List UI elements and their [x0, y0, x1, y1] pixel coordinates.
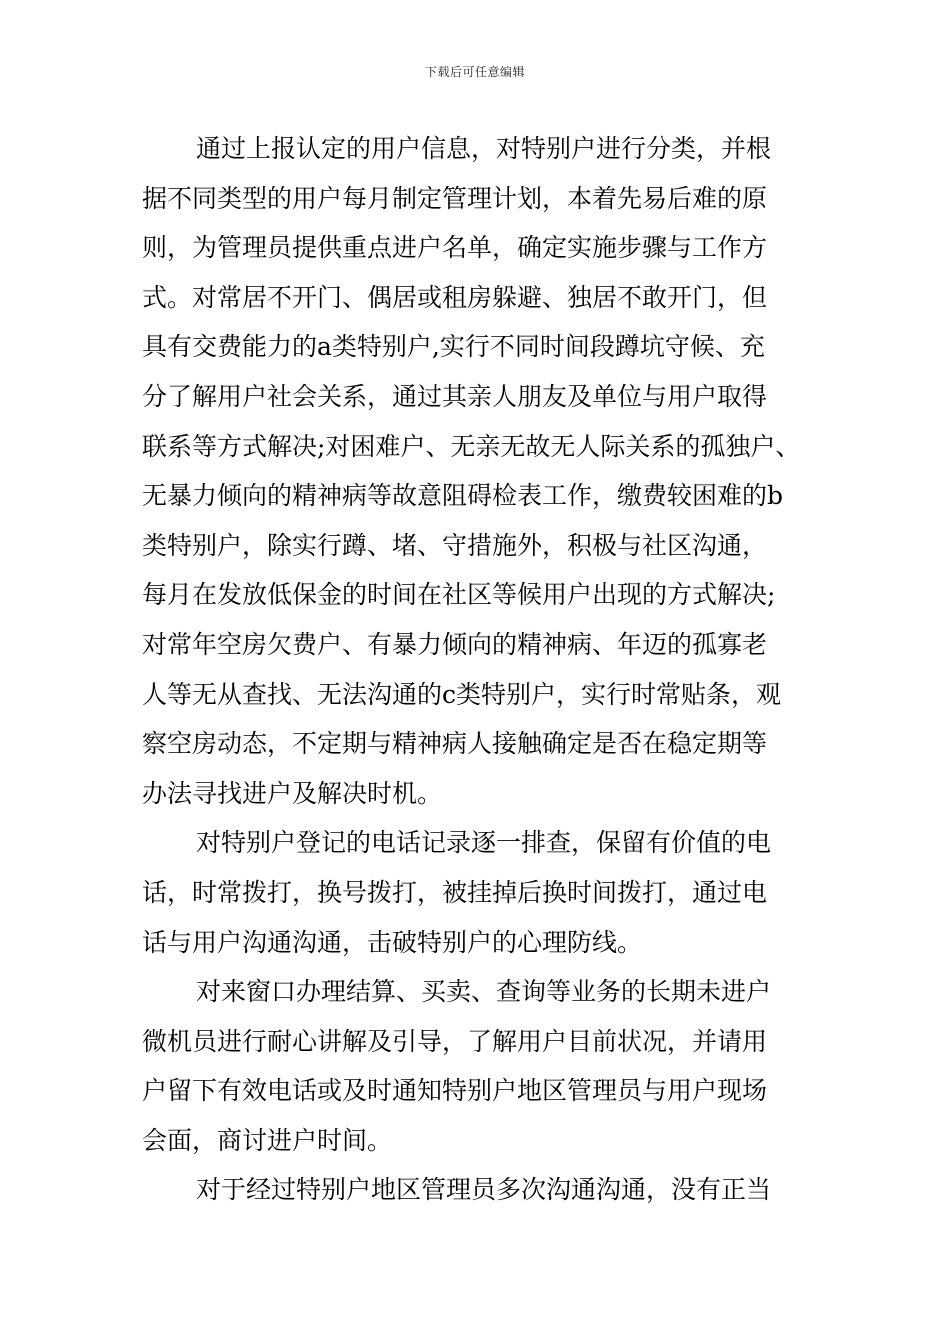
paragraph-1-line-5: 具有交费能力的a类特别户,实行不同时间段蹲坑守候、充	[142, 332, 765, 362]
paragraph-4-line-1: 对于经过特别户地区管理员多次沟通沟通，没有正当	[196, 1175, 772, 1205]
paragraph-1-line-11: 对常年空房欠费户、有暴力倾向的精神病、年迈的孤寡老	[142, 629, 768, 659]
paragraph-2-line-2: 话，时常拨打，换号拨打，被挂掉后换时间拨打，通过电	[142, 877, 768, 907]
paragraph-1-line-9: 类特别户，除实行蹲、堵、守措施外，积极与社区沟通，	[142, 530, 768, 560]
paragraph-1-line-1: 通过上报认定的用户信息，对特别户进行分类，并根	[196, 134, 772, 163]
paragraph-1-line-14: 办法寻找进户及解决时机。	[142, 778, 443, 808]
paragraph-1-line-8: 无暴力倾向的精神病等故意阻碍检表工作，缴费较困难的b	[142, 481, 784, 511]
paragraph-1-line-3: 则，为管理员提供重点进户名单，确定实施步骤与工作方	[142, 233, 768, 263]
paragraph-1-line-7: 联系等方式解决;对困难户、无亲无故无人际关系的孤独户、	[142, 431, 801, 461]
paragraph-1-line-13: 察空房动态，不定期与精神病人接触确定是否在稳定期等	[142, 729, 768, 759]
paragraph-3-line-2: 微机员进行耐心讲解及引导，了解用户目前状况，并请用	[142, 1026, 768, 1056]
paragraph-2-line-3: 话与用户沟通沟通，击破特别户的心理防线。	[142, 927, 643, 957]
paragraph-3-line-4: 会面，商讨进户时间。	[142, 1125, 393, 1155]
paragraph-1-line-6: 分了解用户社会关系，通过其亲人朋友及单位与用户取得	[142, 381, 768, 411]
paragraph-1-line-10: 每月在发放低保金的时间在社区等候用户出现的方式解决;	[142, 580, 776, 610]
paragraph-1-line-12: 人等无从查找、无法沟通的c类特别户，实行时常贴条，观	[142, 679, 782, 709]
paragraph-3-line-3: 户留下有效电话或及时通知特别户地区管理员与用户现场	[142, 1076, 768, 1106]
paragraph-3-line-1: 对来窗口办理结算、买卖、查询等业务的长期未进户	[196, 977, 772, 1007]
paragraph-1-line-2: 据不同类型的用户每月制定管理计划，本着先易后难的原	[142, 183, 768, 213]
body-text	[142, 124, 814, 1215]
header-note: 下载后可任意编辑	[424, 65, 525, 79]
paragraph-2-line-1: 对特别户登记的电话记录逐一排查，保留有价值的电	[196, 828, 772, 858]
paragraph-1-line-4: 式。对常居不开门、偶居或租房躲避、独居不敢开门，但	[142, 282, 768, 312]
